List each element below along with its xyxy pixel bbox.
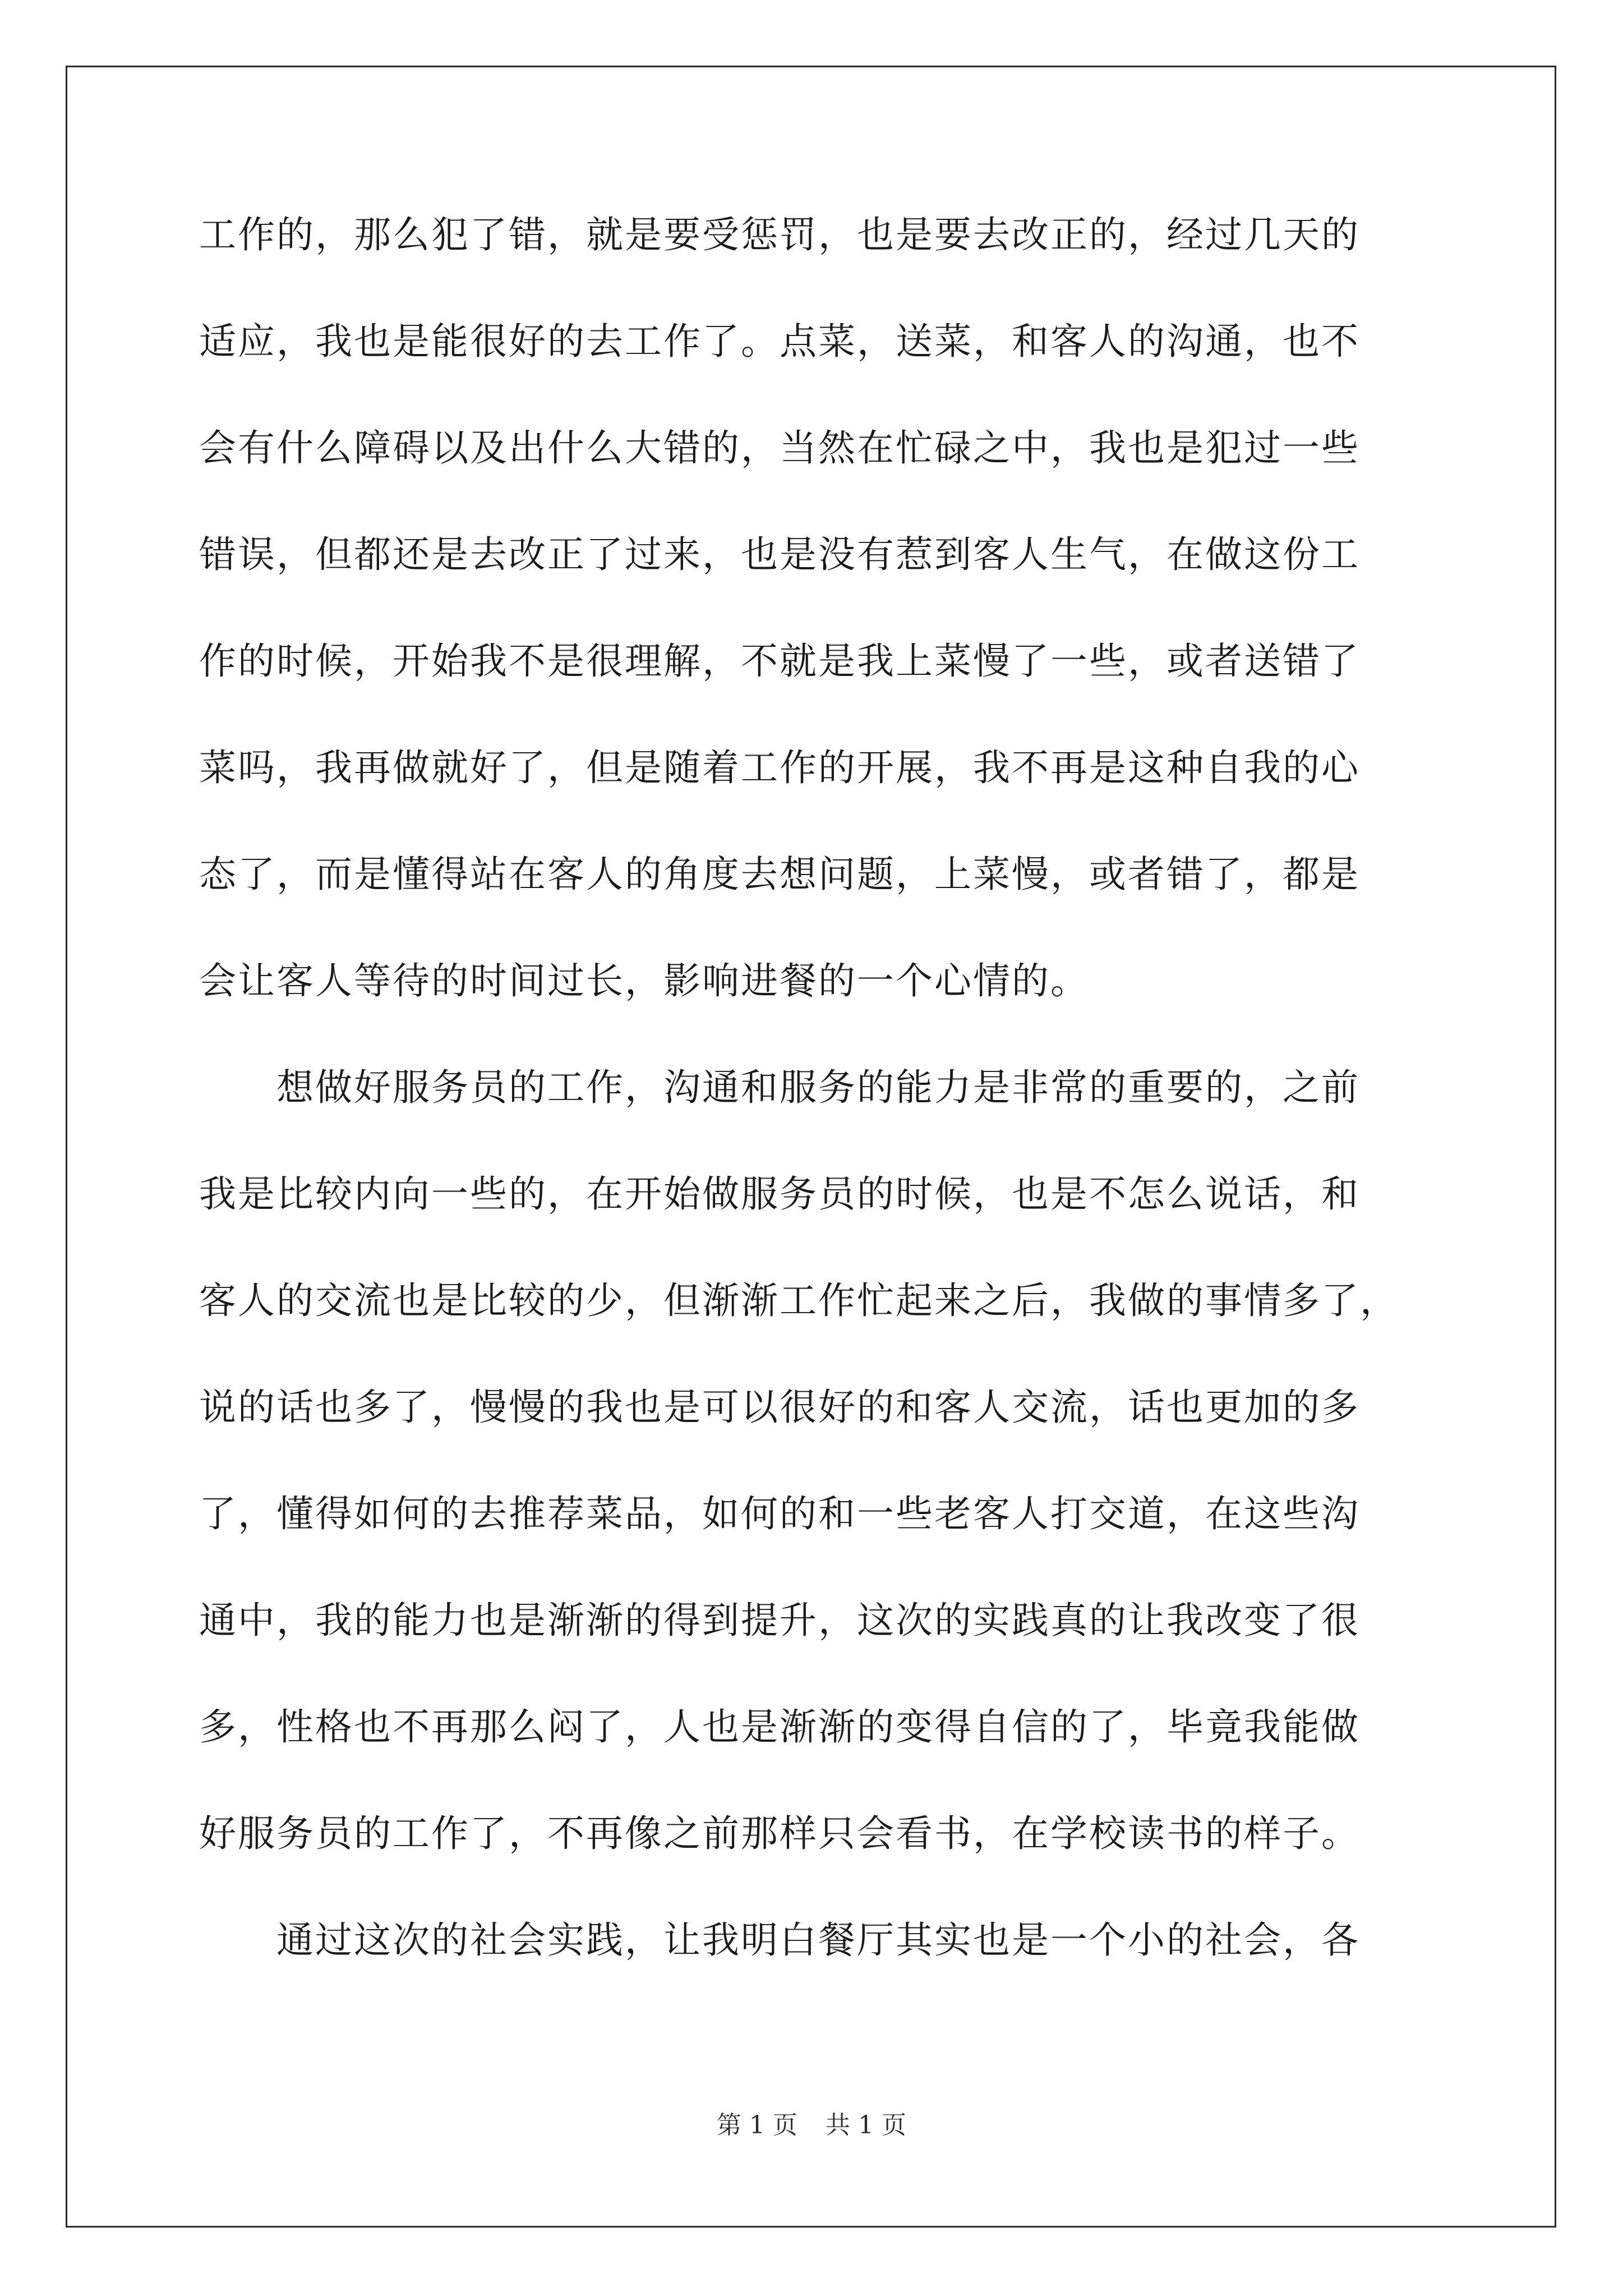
text-line: 好服务员的工作了，不再像之前那样只会看书，在学校读书的样子。 (199, 1812, 1360, 1855)
page-total: 共 1 页 (826, 2111, 906, 2139)
text-line: 菜吗，我再做就好了，但是随着工作的开展，我不再是这种自我的心 (199, 746, 1360, 789)
text-line: 会有什么障碍以及出什么大错的，当然在忙碌之中，我也是犯过一些 (199, 426, 1360, 470)
text-line: 会让客人等待的时间过长，影响进餐的一个心情的。 (199, 959, 1089, 1002)
text-line: 作的时候，开始我不是很理解，不就是我上菜慢了一些，或者送错了 (199, 639, 1360, 683)
page-number: 第 1 页 (717, 2111, 797, 2139)
text-line: 态了，而是懂得站在客人的角度去想问题，上菜慢，或者错了，都是 (199, 853, 1360, 896)
text-line: 通中，我的能力也是渐渐的得到提升，这次的实践真的让我改变了很 (199, 1599, 1360, 1642)
text-line: 我是比较内向一些的，在开始做服务员的时候，也是不怎么说话，和 (199, 1172, 1360, 1216)
page-footer (0, 2113, 1623, 2138)
text-line: 说的话也多了，慢慢的我也是可以很好的和客人交流，话也更加的多 (199, 1386, 1360, 1429)
text-line: 多，性格也不再那么闷了，人也是渐渐的变得自信的了，毕竟我能做 (199, 1705, 1360, 1749)
text-line: 了，懂得如何的去推荐菜品，如何的和一些老客人打交道，在这些沟 (199, 1492, 1360, 1535)
text-line: 客人的交流也是比较的少，但渐渐工作忙起来之后，我做的事情多了， (199, 1279, 1399, 1322)
document-body (199, 213, 1433, 2028)
text-line: 通过这次的社会实践，让我明白餐厅其实也是一个小的社会，各 (199, 1918, 1360, 1962)
text-line: 工作的，那么犯了错，就是要受惩罚，也是要去改正的，经过几天的 (199, 213, 1360, 256)
text-line: 想做好服务员的工作，沟通和服务的能力是非常的重要的，之前 (199, 1066, 1360, 1109)
text-line: 错误，但都还是去改正了过来，也是没有惹到客人生气，在做这份工 (199, 533, 1360, 576)
text-line: 适应，我也是能很好的去工作了。点菜，送菜，和客人的沟通，也不 (199, 320, 1360, 363)
